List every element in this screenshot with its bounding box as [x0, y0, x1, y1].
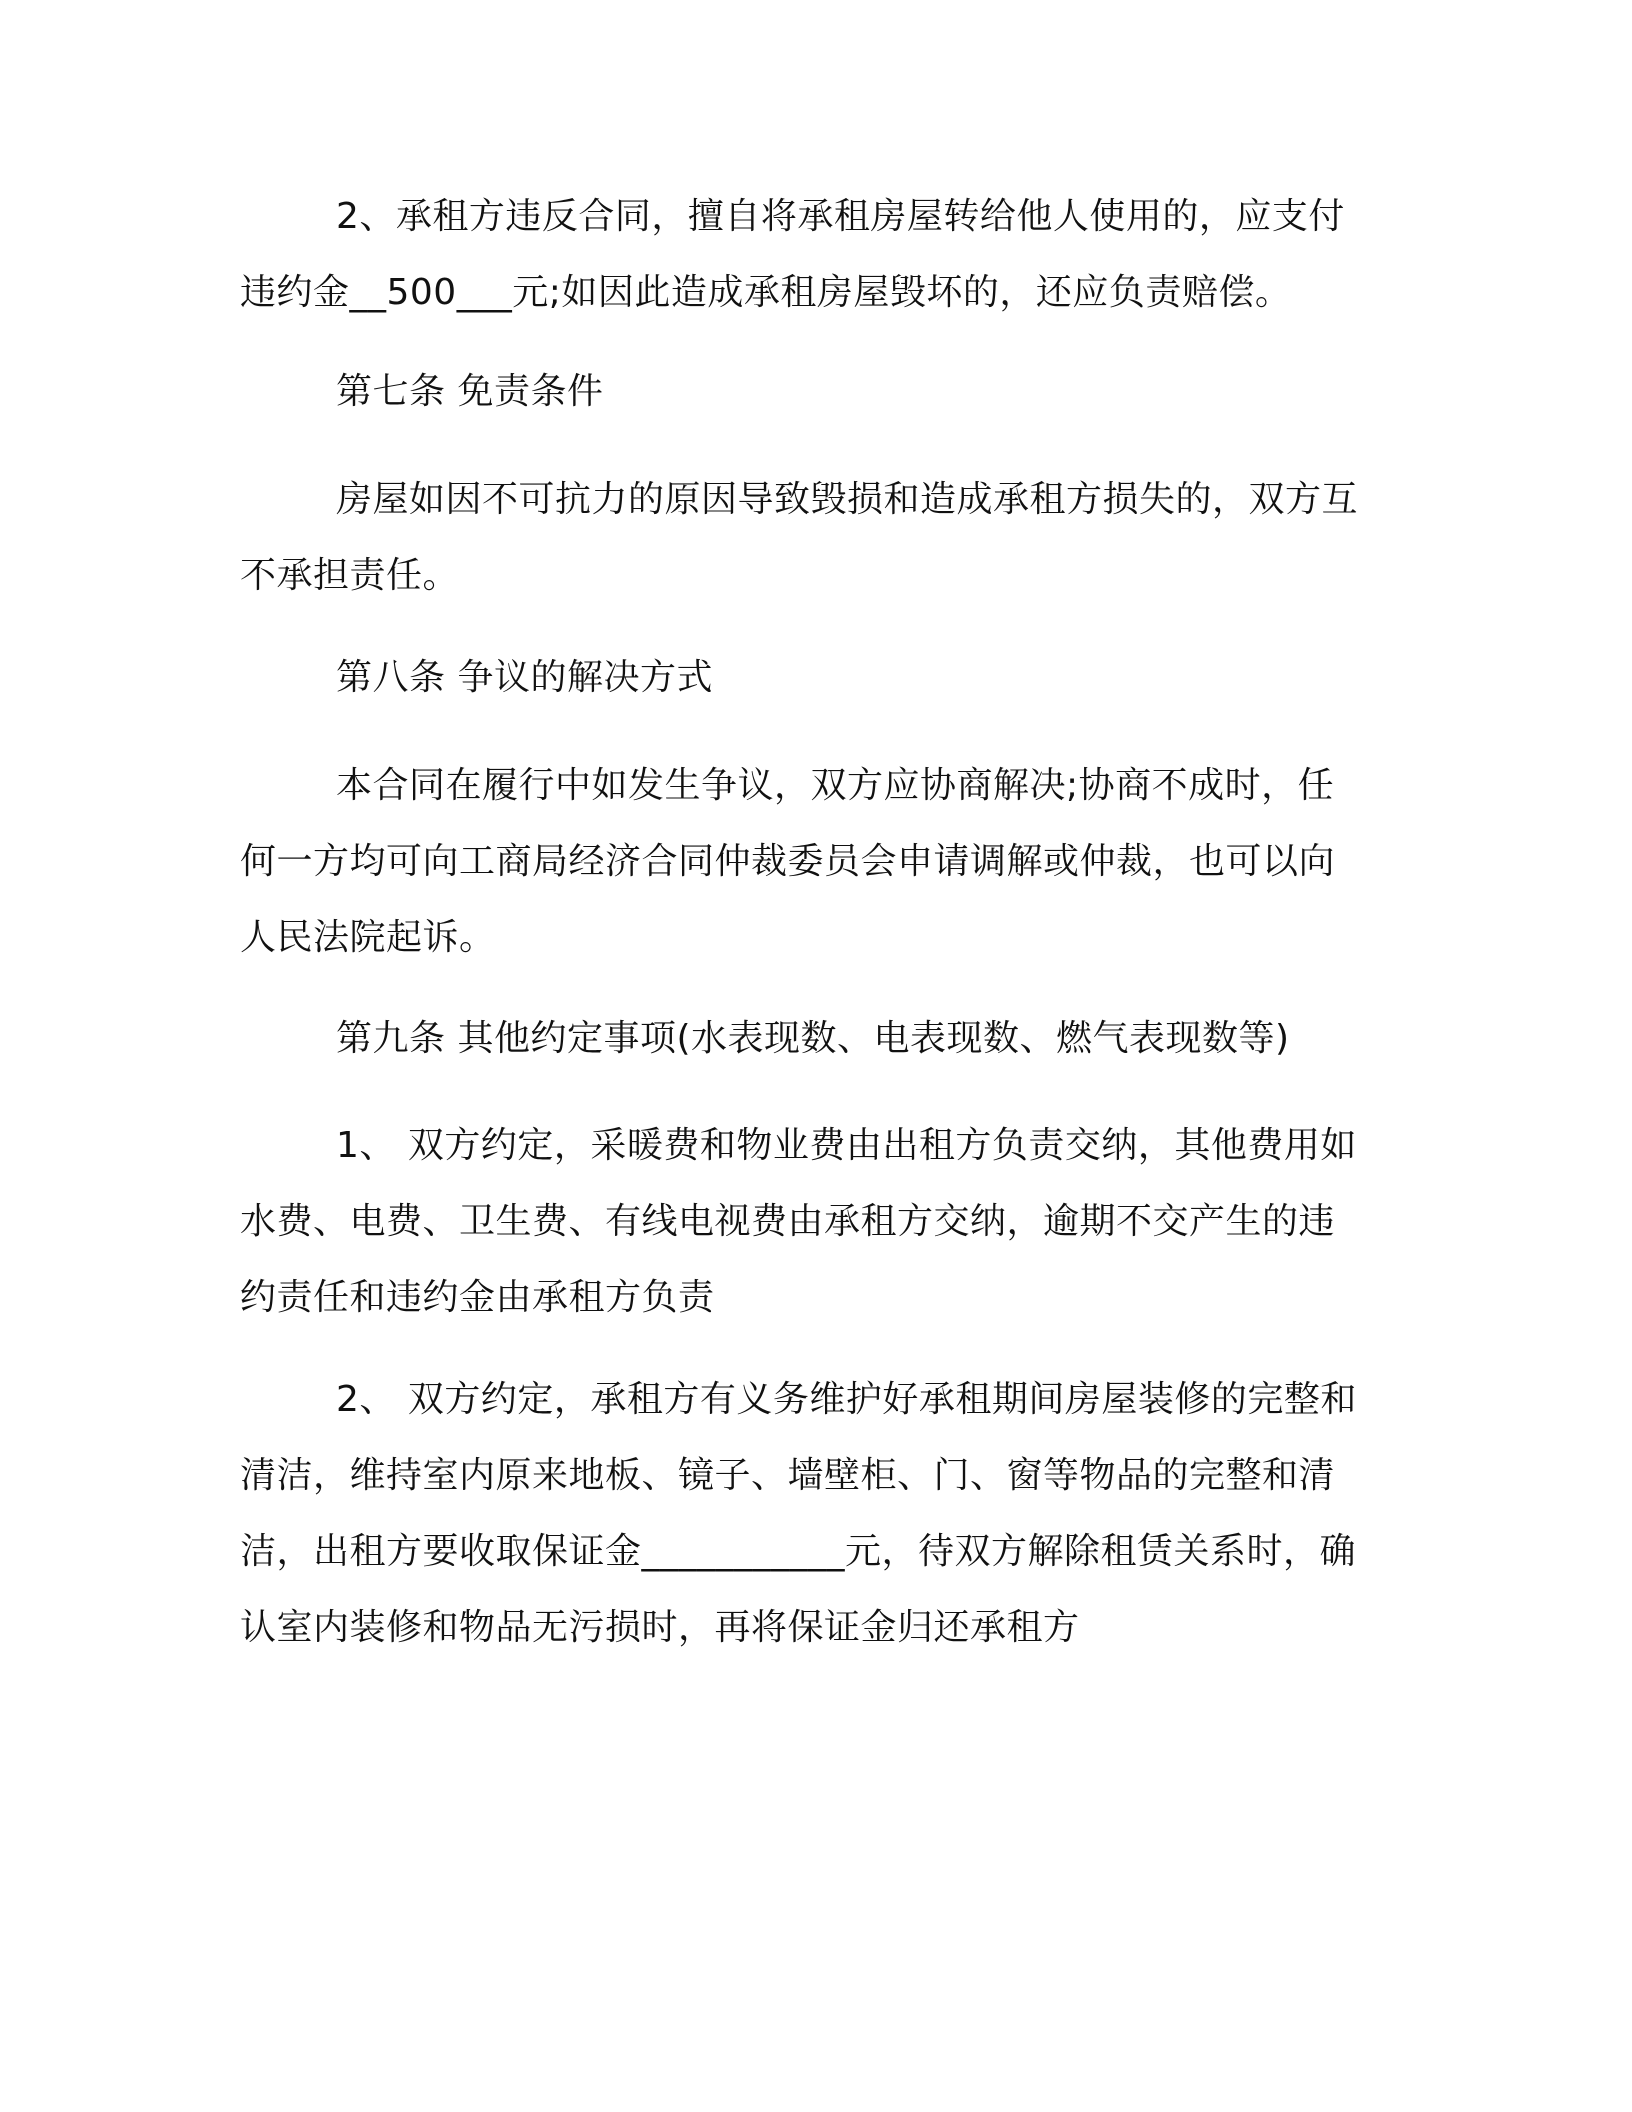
heading-line: 第七条 免责条件 [336, 371, 604, 412]
paragraph-line: 2、承租方违反合同，擅自将承租房屋转给他人使用的，应支付 [336, 196, 1345, 237]
heading-article-9 [240, 1001, 1380, 1077]
paragraph-breach-transfer [240, 179, 1380, 331]
paragraph-line: 何一方均可向工商局经济合同仲裁委员会申请调解或仲裁，也可以向 [240, 841, 1336, 882]
paragraph-line: 水费、电费、卫生费、有线电视费由承租方交纳，逾期不交产生的违 [240, 1201, 1336, 1242]
paragraph-line: 不承担责任。 [240, 555, 460, 596]
paragraph-line: 违约金__500___元;如因此造成承租房屋毁坏的，还应负责赔偿。 [240, 272, 1292, 313]
heading-article-8 [240, 640, 1380, 716]
paragraph-line: 1、 双方约定，采暖费和物业费由出租方负责交纳，其他费用如 [336, 1125, 1357, 1166]
paragraph-line: 约责任和违约金由承租方负责 [240, 1277, 715, 1318]
paragraph-line: 人民法院起诉。 [240, 917, 496, 958]
paragraph-line: 洁，出租方要收取保证金___________元，待双方解除租赁关系时，确 [240, 1531, 1357, 1572]
paragraph-line: 2、 双方约定，承租方有义务维护好承租期间房屋装修的完整和 [336, 1379, 1357, 1420]
paragraph-deposit-agreement [240, 1362, 1380, 1666]
paragraph-line: 本合同在履行中如发生争议，双方应协商解决;协商不成时，任 [336, 765, 1335, 806]
paragraph-dispute-resolution [240, 748, 1380, 976]
paragraph-line: 房屋如因不可抗力的原因导致毁损和造成承租方损失的，双方互 [336, 479, 1359, 520]
heading-line: 第八条 争议的解决方式 [336, 657, 713, 698]
paragraph-line: 认室内装修和物品无污损时，再将保证金归还承租方 [240, 1607, 1080, 1648]
heading-line: 第九条 其他约定事项(水表现数、电表现数、燃气表现数等) [336, 1018, 1290, 1059]
paragraph-force-majeure [240, 462, 1380, 614]
paragraph-fees-agreement [240, 1108, 1380, 1336]
paragraph-line: 清洁，维持室内原来地板、镜子、墙壁柜、门、窗等物品的完整和清 [240, 1455, 1336, 1496]
heading-article-7 [240, 354, 1380, 430]
